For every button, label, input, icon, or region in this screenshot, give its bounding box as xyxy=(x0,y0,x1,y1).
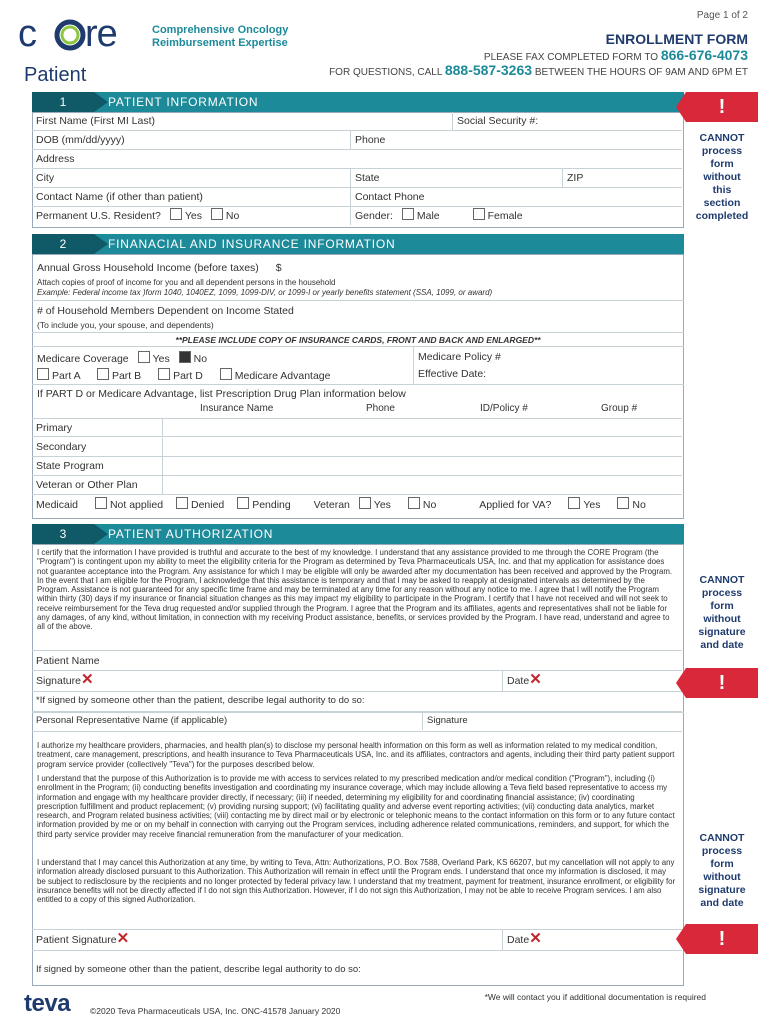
example-note: Example: Federal income tax )form 1040, 1040EZ, 1099, 1099-DIV, or 1099-I or yearly benefits statement (SSA, 1099, or award) xyxy=(37,288,493,297)
col-insurance-name: Insurance Name xyxy=(200,403,274,414)
vertical-divider xyxy=(413,347,414,385)
veteran-no-label: No xyxy=(422,499,437,511)
authorization-text: I authorize my healthcare providers, pharmacies, and health plan(s) to disclose my personal health information on this form as well as information related to my medical condition, treatment, care management, prescriptions, and health insurance to Teva Pharmaceuticals USA, Inc. and its affiliates, contractors and agents, including their third party patient support program service provider (collectively "Teva") for the purposes described below. xyxy=(37,741,675,769)
rep-name-label: Personal Representative Name (if applicable) xyxy=(36,715,228,726)
part-b-checkbox[interactable] xyxy=(97,368,109,380)
medicare-no-checkbox[interactable] xyxy=(179,351,191,363)
x-mark-icon: ✕ xyxy=(80,671,94,688)
row-resident xyxy=(32,207,682,226)
patient-signature-label: Patient Signature xyxy=(36,934,117,946)
warning-3-line: without xyxy=(703,871,741,883)
logo-tagline-1: Comprehensive Oncology xyxy=(152,24,289,36)
phone-number: 888-587-3263 xyxy=(444,62,533,78)
ssn-label: Social Security #: xyxy=(457,115,539,127)
cancellation-text: I understand that I may cancel this Authorization at any time, by writing to Teva, Attn: Authorizations, P.O. Box 7588, Overland Park, KS 66207, but my cancellation will not apply to any information already disclosed pursuant to this Authorization. This Authorization will remain in effect until the Program ends. I understand that once my information is disclosed, it may be subject to redisclosure by the recipients and no longer protected by federal privacy law. I understand that my treatment, payment for treatment, insurance enrollment, or eligibility for insurance benefits will not be directly affected if I do not sign this Authorization. However, if I do not sign this Authorization, I may not be able to receive Program services. I am also entitled to a copy of this signed Authorization. xyxy=(37,858,676,905)
part-d-checkbox[interactable] xyxy=(158,368,170,380)
certification-text: I certify that the information I have provided is truthful and accurate to the best of my knowledge. I understand that any assistance provided to me through the CORE Program (the "Program") is contingent upon my ability to meet the eligibility criteria for the Program as determined by Teva Pharmaceuticals USA, Inc. and that my application for assistance does not guarantee acceptance into the Program. Any assistance for which I may be eligible will only be awarded after my documentation has been received and approved by the Program. In the event that I am eligible for the Program, I acknowledge that this assistance is temporary and that I may be asked to reapply at designated intervals as determined by the Program. Assistance is not guaranteed for any specific time frame and may be terminated at any time for any reason without any notice to me. I agree that I will notify the Program within thirty (30) days if my insurance or financial situation changes as this may impact my eligibility to participate in the Program. I certify that I have not received and will not seek to receive reimbursement for the Teva drug requested and/or supplied through the Program. I agree that the Program and its affiliates, agents and representatives shall not be liable for any damages, of any kind, without limitation, in connection with my receiving Product assistance, benefits, or services provided by the Program. I have read, understand and agree to all of the above. xyxy=(37,548,673,632)
medicare-advantage-checkbox[interactable] xyxy=(220,368,232,380)
medicare-coverage-label: Medicare Coverage xyxy=(37,353,129,365)
not-applied-checkbox[interactable] xyxy=(95,497,107,509)
purpose-text: I understand that the purpose of this Authorization is to provide me with access to services related to my prescribed medication and/or medical condition ("Program"), including (i) enrollment in the Program; (ii) conducting benefits investigation and coordinating my insurance coverage, which may include allowing a Teva field based representative to access my information and engage with my healthcare provider directly, if necessary; (iii) if needed, determining my eligibility for and coordinating financial assistance; (iv) coordinating prescription fulfillment and product replacement; (v) providing nursing support; (vi) facilitating quality and adverse event reporting activities; (vii) conducting data analytics, market research, and Program related business activities; (viii) contacting me by direct mail or by electronic or telephonic means to the contact information on this form or to any future contact information provided by me or on my behalf in connection with carrying out the Program services, including adherence related communications, reminders, and support, for which the third party service provider may receive financial remuneration from the manufacturer of your medication. xyxy=(37,774,675,839)
gender-group xyxy=(350,207,682,225)
alert-icon: ! xyxy=(718,672,726,694)
patient-name-label: Patient Name xyxy=(36,655,100,667)
rep-signature-label: Signature xyxy=(427,715,468,726)
representative-row xyxy=(32,712,682,732)
gender-female-checkbox[interactable] xyxy=(473,208,485,220)
city-label: City xyxy=(36,172,55,184)
veteran-other-field[interactable] xyxy=(162,476,682,494)
attach-note: Attach copies of proof of income for you and all dependent persons in the household xyxy=(37,278,336,287)
page-number: Page 1 of 2 xyxy=(696,10,748,21)
section-label: Patient xyxy=(24,64,87,86)
medicare-parts-group xyxy=(31,368,330,382)
va-no-label: No xyxy=(632,499,646,511)
income-label: Annual Gross Household Income (before taxes) xyxy=(37,262,259,274)
section-3-title: PATIENT AUTHORIZATION xyxy=(108,527,274,541)
phone-label: Phone xyxy=(355,134,386,146)
section-3-number: 3 xyxy=(32,524,94,544)
secondary-plan-field[interactable] xyxy=(162,438,682,456)
warning-2-line: form xyxy=(710,600,734,612)
row-name xyxy=(32,112,682,131)
medicare-no-label: No xyxy=(193,353,208,365)
svg-text:re: re xyxy=(85,14,117,54)
section-2-title: FINANACIAL AND INSURANCE INFORMATION xyxy=(108,237,396,251)
warning-3-text xyxy=(682,832,762,910)
veteran-label: Veteran xyxy=(313,499,350,511)
medicare-coverage-group xyxy=(37,351,207,365)
core-logo-graphic xyxy=(18,14,148,54)
medicaid-label: Medicaid xyxy=(36,499,79,511)
signed-by-label-2: If signed by someone other than the patient, describe legal authority to do so: xyxy=(36,964,361,975)
resident-label: Permanent U.S. Resident? xyxy=(36,210,161,222)
table-row xyxy=(32,476,682,495)
resident-no-checkbox[interactable] xyxy=(211,208,223,220)
zip-field[interactable] xyxy=(562,169,682,187)
ssn-field[interactable] xyxy=(452,112,682,130)
divider xyxy=(32,300,684,301)
alert-icon: ! xyxy=(718,928,726,950)
patient-name-field[interactable] xyxy=(32,651,682,671)
fax-number: 866-676-4073 xyxy=(660,47,748,63)
signature-row xyxy=(32,671,682,692)
city-field[interactable] xyxy=(32,169,350,187)
first-name-field[interactable] xyxy=(32,112,452,130)
part-d-label: Part D xyxy=(173,370,203,382)
warning-2-line: process xyxy=(701,587,743,599)
warning-1-line: this xyxy=(712,184,732,196)
veteran-no-checkbox[interactable] xyxy=(408,497,420,509)
resident-no-label: No xyxy=(225,210,240,222)
gender-female-label: Female xyxy=(487,210,523,222)
pending-checkbox[interactable] xyxy=(237,497,249,509)
state-program-field[interactable] xyxy=(162,457,682,475)
pending-label: Pending xyxy=(252,499,291,511)
household-members-field[interactable]: # of Household Members Dependent on Income Stated xyxy=(37,305,294,317)
contact-note: *We will contact you if additional documentation is required xyxy=(484,992,706,1002)
primary-plan-field[interactable] xyxy=(162,419,682,437)
va-yes-checkbox[interactable] xyxy=(568,497,580,509)
contact-phone-field[interactable] xyxy=(350,188,682,206)
warning-1-badge xyxy=(686,92,758,122)
gender-male-checkbox[interactable] xyxy=(402,208,414,220)
section-1-header xyxy=(32,92,684,112)
col-id-policy: ID/Policy # xyxy=(480,403,528,414)
part-a-label: Part A xyxy=(52,370,81,382)
signature-label: Signature xyxy=(36,675,81,687)
section-2-number: 2 xyxy=(32,234,94,254)
logo-tagline-2: Reimbursement Expertise xyxy=(152,37,288,49)
alert-icon: ! xyxy=(718,96,726,118)
form-title: ENROLLMENT FORM xyxy=(605,31,748,47)
primary-label: Primary xyxy=(36,422,73,434)
patient-signature-row xyxy=(32,929,682,951)
col-group: Group # xyxy=(601,403,638,414)
x-mark-icon: ✕ xyxy=(116,930,130,947)
part-d-list-instruction: If PART D or Medicare Advantage, list Prescription Drug Plan information below xyxy=(37,388,406,400)
warning-1-line: without xyxy=(703,171,741,183)
gender-label: Gender: xyxy=(355,210,393,222)
applied-va-label: Applied for VA? xyxy=(479,499,552,511)
dob-field[interactable] xyxy=(32,131,350,149)
not-applied-label: Not applied xyxy=(109,499,164,511)
gender-male-label: Male xyxy=(416,210,440,222)
warning-1-line: completed xyxy=(695,210,749,222)
warning-3-line: and date xyxy=(700,897,744,909)
state-field[interactable] xyxy=(350,169,562,187)
contact-name-field[interactable] xyxy=(32,188,350,206)
section-1-title: PATIENT INFORMATION xyxy=(108,95,259,109)
divider xyxy=(32,346,684,347)
core-logo xyxy=(18,14,148,54)
effective-date-field[interactable]: Effective Date: xyxy=(418,368,487,380)
resident-group xyxy=(32,207,350,225)
contact-phone-label: Contact Phone xyxy=(355,191,425,203)
section-1-number: 1 xyxy=(32,92,94,112)
questions-prefix: FOR QUESTIONS, CALL xyxy=(329,67,443,78)
fax-line xyxy=(484,47,748,63)
warning-2-line: and date xyxy=(700,639,744,651)
row-address xyxy=(32,150,682,169)
phone-field[interactable] xyxy=(350,131,682,149)
state-program-label: State Program xyxy=(36,460,104,472)
warning-1-line: form xyxy=(710,158,734,170)
dob-label: DOB (mm/dd/yyyy) xyxy=(36,134,125,146)
patient-name-row xyxy=(32,650,682,671)
legal-authority-field-2[interactable] xyxy=(32,961,682,979)
va-yes-label: Yes xyxy=(583,499,601,511)
legal-authority-field[interactable] xyxy=(32,692,682,710)
date-label: Date xyxy=(507,675,530,687)
questions-line xyxy=(329,62,748,78)
col-phone: Phone xyxy=(366,403,395,414)
warning-1-line: CANNOT xyxy=(699,132,745,144)
resident-yes-checkbox[interactable] xyxy=(170,208,182,220)
part-b-label: Part B xyxy=(111,370,142,382)
warning-1-line: section xyxy=(703,197,741,209)
va-no-checkbox[interactable] xyxy=(617,497,629,509)
warning-3-line: signature xyxy=(698,884,746,896)
warning-1-text xyxy=(682,132,762,223)
fax-prefix: PLEASE FAX COMPLETED FORM TO xyxy=(483,52,659,63)
income-dollar: $ xyxy=(275,262,282,274)
medicaid-group xyxy=(32,496,682,514)
medicare-yes-checkbox[interactable] xyxy=(138,351,150,363)
warning-2-badge xyxy=(686,668,758,698)
veteran-yes-checkbox[interactable] xyxy=(359,497,371,509)
warning-3-line: process xyxy=(701,845,743,857)
copyright: ©2020 Teva Pharmaceuticals USA, Inc. ONC-41578 January 2020 xyxy=(90,1006,341,1016)
secondary-label: Secondary xyxy=(36,441,87,453)
row-city xyxy=(32,169,682,188)
hours-text: BETWEEN THE HOURS OF 9AM AND 6PM ET xyxy=(534,67,748,78)
part-a-checkbox[interactable] xyxy=(37,368,49,380)
svg-text:c: c xyxy=(18,14,36,54)
warning-1-line: process xyxy=(701,145,743,157)
medicare-advantage-label: Medicare Advantage xyxy=(234,370,331,382)
rep-signature-field[interactable] xyxy=(422,712,682,730)
medicaid-row xyxy=(32,496,682,515)
warning-2-line: signature xyxy=(698,626,746,638)
warning-2-text xyxy=(682,574,762,652)
table-row xyxy=(32,457,682,476)
date-field[interactable] xyxy=(502,671,682,691)
zip-label: ZIP xyxy=(567,172,584,184)
veteran-yes-label: Yes xyxy=(373,499,391,511)
insurance-copy-note: **PLEASE INCLUDE COPY OF INSURANCE CARDS, FRONT AND BACK AND ENLARGED** xyxy=(175,335,541,345)
x-mark-icon: ✕ xyxy=(529,671,542,688)
x-mark-icon: ✕ xyxy=(529,930,542,947)
signed-by-label: *If signed by someone other than the patient, describe legal authority to do so: xyxy=(36,695,365,706)
divider xyxy=(32,384,684,385)
warning-3-line: form xyxy=(710,858,734,870)
income-field[interactable] xyxy=(37,262,282,274)
warning-2-line: CANNOT xyxy=(699,574,745,586)
household-members-note: (To include you, your spouse, and dependents) xyxy=(37,320,214,330)
table-row xyxy=(32,438,682,457)
table-row xyxy=(32,418,682,437)
patient-signature-field[interactable] xyxy=(32,930,502,951)
divider xyxy=(32,332,684,333)
teva-logo: teva xyxy=(24,990,71,1017)
medicare-policy-field[interactable]: Medicare Policy # xyxy=(418,351,501,363)
first-name-label: First Name (First MI Last) xyxy=(36,115,156,127)
warning-3-badge xyxy=(686,924,758,954)
veteran-other-label: Veteran or Other Plan xyxy=(36,479,138,491)
denied-checkbox[interactable] xyxy=(176,497,188,509)
medicare-yes-label: Yes xyxy=(152,353,170,365)
address-label: Address xyxy=(36,153,75,165)
signed-by-row xyxy=(32,692,682,712)
patient-date-field[interactable] xyxy=(502,930,682,951)
signed-by-row-2 xyxy=(32,961,682,981)
patient-date-label: Date xyxy=(507,934,530,946)
row-dob xyxy=(32,131,682,150)
section-3-header xyxy=(32,524,684,544)
warning-3-line: CANNOT xyxy=(699,832,745,844)
address-field[interactable] xyxy=(32,150,682,168)
state-label: State xyxy=(355,172,380,184)
contact-name-label: Contact Name (if other than patient) xyxy=(36,191,203,203)
resident-yes-label: Yes xyxy=(184,210,202,222)
signature-field[interactable] xyxy=(32,671,502,691)
warning-2-line: without xyxy=(703,613,741,625)
rep-name-field[interactable] xyxy=(32,712,422,730)
section-2-header xyxy=(32,234,684,254)
denied-label: Denied xyxy=(191,499,225,511)
row-contact xyxy=(32,188,682,207)
